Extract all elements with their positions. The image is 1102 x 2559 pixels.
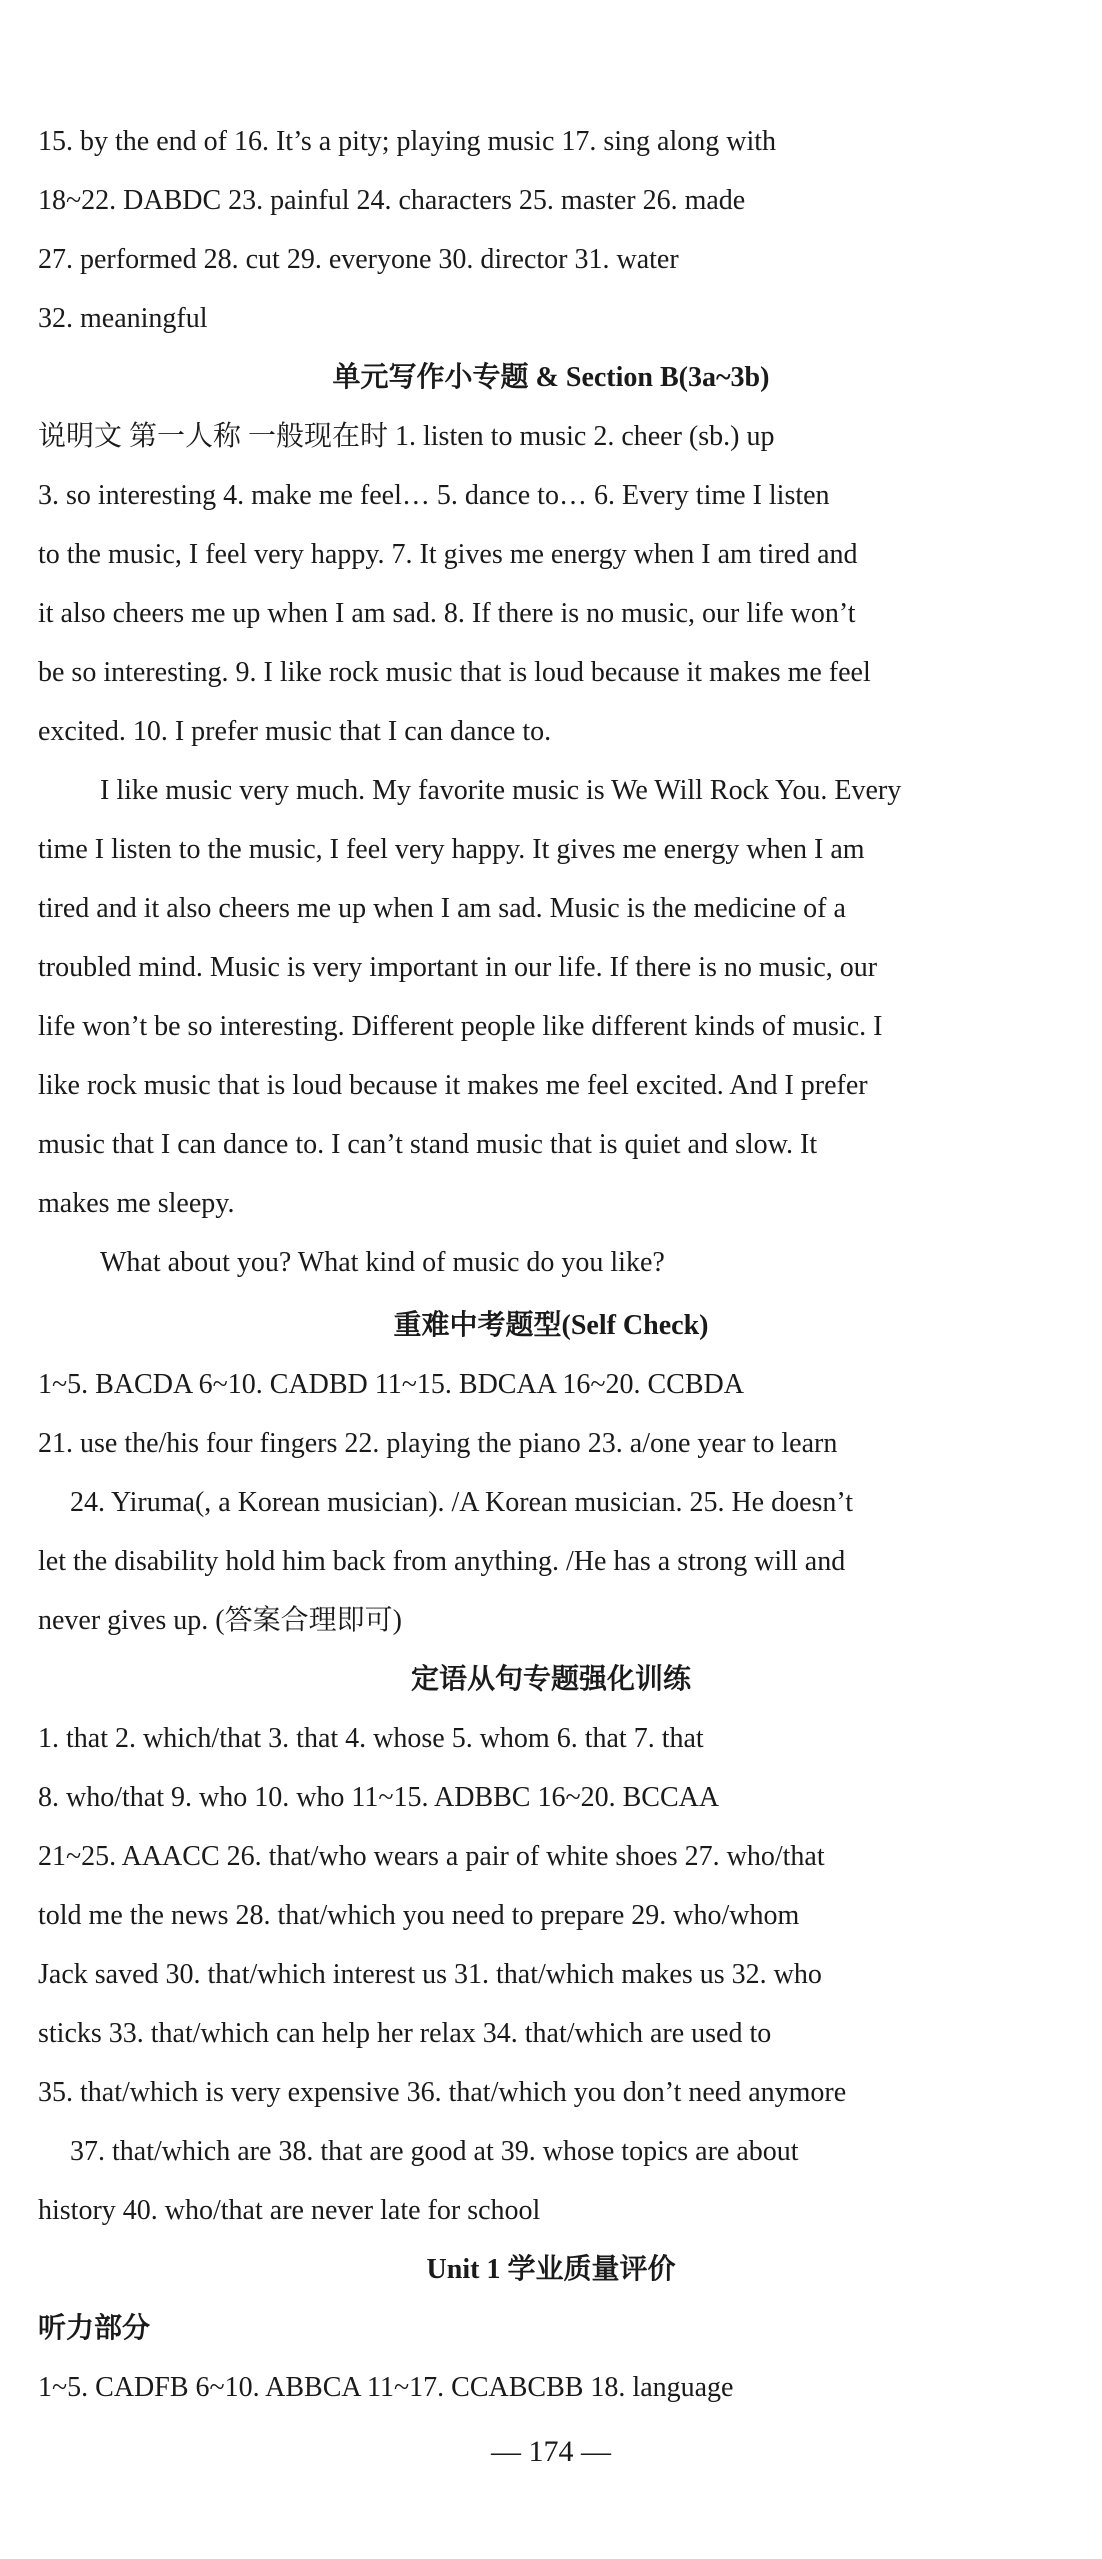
section-heading: 单元写作小专题 & Section B(3a~3b) xyxy=(332,362,770,393)
clause-line: 35. that/which is very expensive 36. that/which you don’t need anymore xyxy=(38,2077,847,2108)
clause-line: sticks 33. that/which can help her relax 34. that/which are used to xyxy=(38,2018,772,2049)
essay-line: music that I can dance to. I can’t stand music that is quiet and slow. It xyxy=(38,1129,818,1160)
page-number: — 174 — xyxy=(491,2435,611,2468)
writing-line: excited. 10. I prefer music that I can dance to. xyxy=(38,716,552,747)
essay-line: tired and it also cheers me up when I am sad. Music is the medicine of a xyxy=(38,893,846,924)
essay-line: life won’t be so interesting. Different people like different kinds of music. I xyxy=(38,1011,883,1042)
clause-line: Jack saved 30. that/which interest us 31. that/which makes us 32. who xyxy=(38,1959,822,1990)
writing-line: be so interesting. 9. I like rock music that is loud because it makes me feel xyxy=(38,657,871,688)
essay-line: time I listen to the music, I feel very happy. It gives me energy when I am xyxy=(38,834,865,865)
clause-line: told me the news 28. that/which you need to prepare 29. who/whom xyxy=(38,1900,800,1931)
writing-line: 说明文 第一人称 一般现在时 1. listen to music 2. cheer (sb.) up xyxy=(38,421,775,452)
essay-line: makes me sleepy. xyxy=(38,1188,235,1219)
section-heading: Unit 1 学业质量评价 xyxy=(426,2254,676,2285)
listening-line: 1~5. CADFB 6~10. ABBCA 11~17. CCABCBB 18. language xyxy=(38,2372,734,2403)
selfcheck-line: 1~5. BACDA 6~10. CADBD 11~15. BDCAA 16~20. CCBDA xyxy=(38,1369,744,1400)
selfcheck-line: let the disability hold him back from anything. /He has a strong will and xyxy=(38,1546,846,1577)
answer-line: 32. meaningful xyxy=(38,303,208,334)
section-heading: 定语从句专题强化训练 xyxy=(410,1664,691,1695)
section-heading: 重难中考题型(Self Check) xyxy=(393,1310,709,1341)
section-label: 听力部分 xyxy=(38,2313,151,2344)
selfcheck-line: 24. Yiruma(, a Korean musician). /A Korean musician. 25. He doesn’t xyxy=(70,1487,854,1518)
essay-line: like rock music that is loud because it makes me feel excited. And I prefer xyxy=(38,1070,868,1101)
clause-line: 8. who/that 9. who 10. who 11~15. ADBBC 16~20. BCCAA xyxy=(38,1782,720,1813)
answer-line: 27. performed 28. cut 29. everyone 30. director 31. water xyxy=(38,244,679,275)
clause-line: 21~25. AAACC 26. that/who wears a pair of white shoes 27. who/that xyxy=(38,1841,825,1872)
answer-line: 18~22. DABDC 23. painful 24. characters 25. master 26. made xyxy=(38,185,746,216)
clause-line: history 40. who/that are never late for school xyxy=(38,2195,541,2226)
essay-line: troubled mind. Music is very important in our life. If there is no music, our xyxy=(38,952,878,983)
selfcheck-line: never gives up. (答案合理即可) xyxy=(38,1605,402,1636)
essay-line: I like music very much. My favorite music is We Will Rock You. Every xyxy=(100,775,902,806)
writing-line: to the music, I feel very happy. 7. It gives me energy when I am tired and xyxy=(38,539,858,570)
answer-line: 15. by the end of 16. It’s a pity; playing music 17. sing along with xyxy=(38,126,777,157)
writing-line: it also cheers me up when I am sad. 8. If there is no music, our life won’t xyxy=(38,598,856,629)
clause-line: 1. that 2. which/that 3. that 4. whose 5. whom 6. that 7. that xyxy=(38,1723,704,1754)
clause-line: 37. that/which are 38. that are good at 39. whose topics are about xyxy=(70,2136,799,2167)
selfcheck-line: 21. use the/his four fingers 22. playing the piano 23. a/one year to learn xyxy=(38,1428,838,1459)
writing-line: 3. so interesting 4. make me feel… 5. dance to… 6. Every time I listen xyxy=(38,480,830,511)
essay-line: What about you? What kind of music do you like? xyxy=(100,1247,665,1278)
